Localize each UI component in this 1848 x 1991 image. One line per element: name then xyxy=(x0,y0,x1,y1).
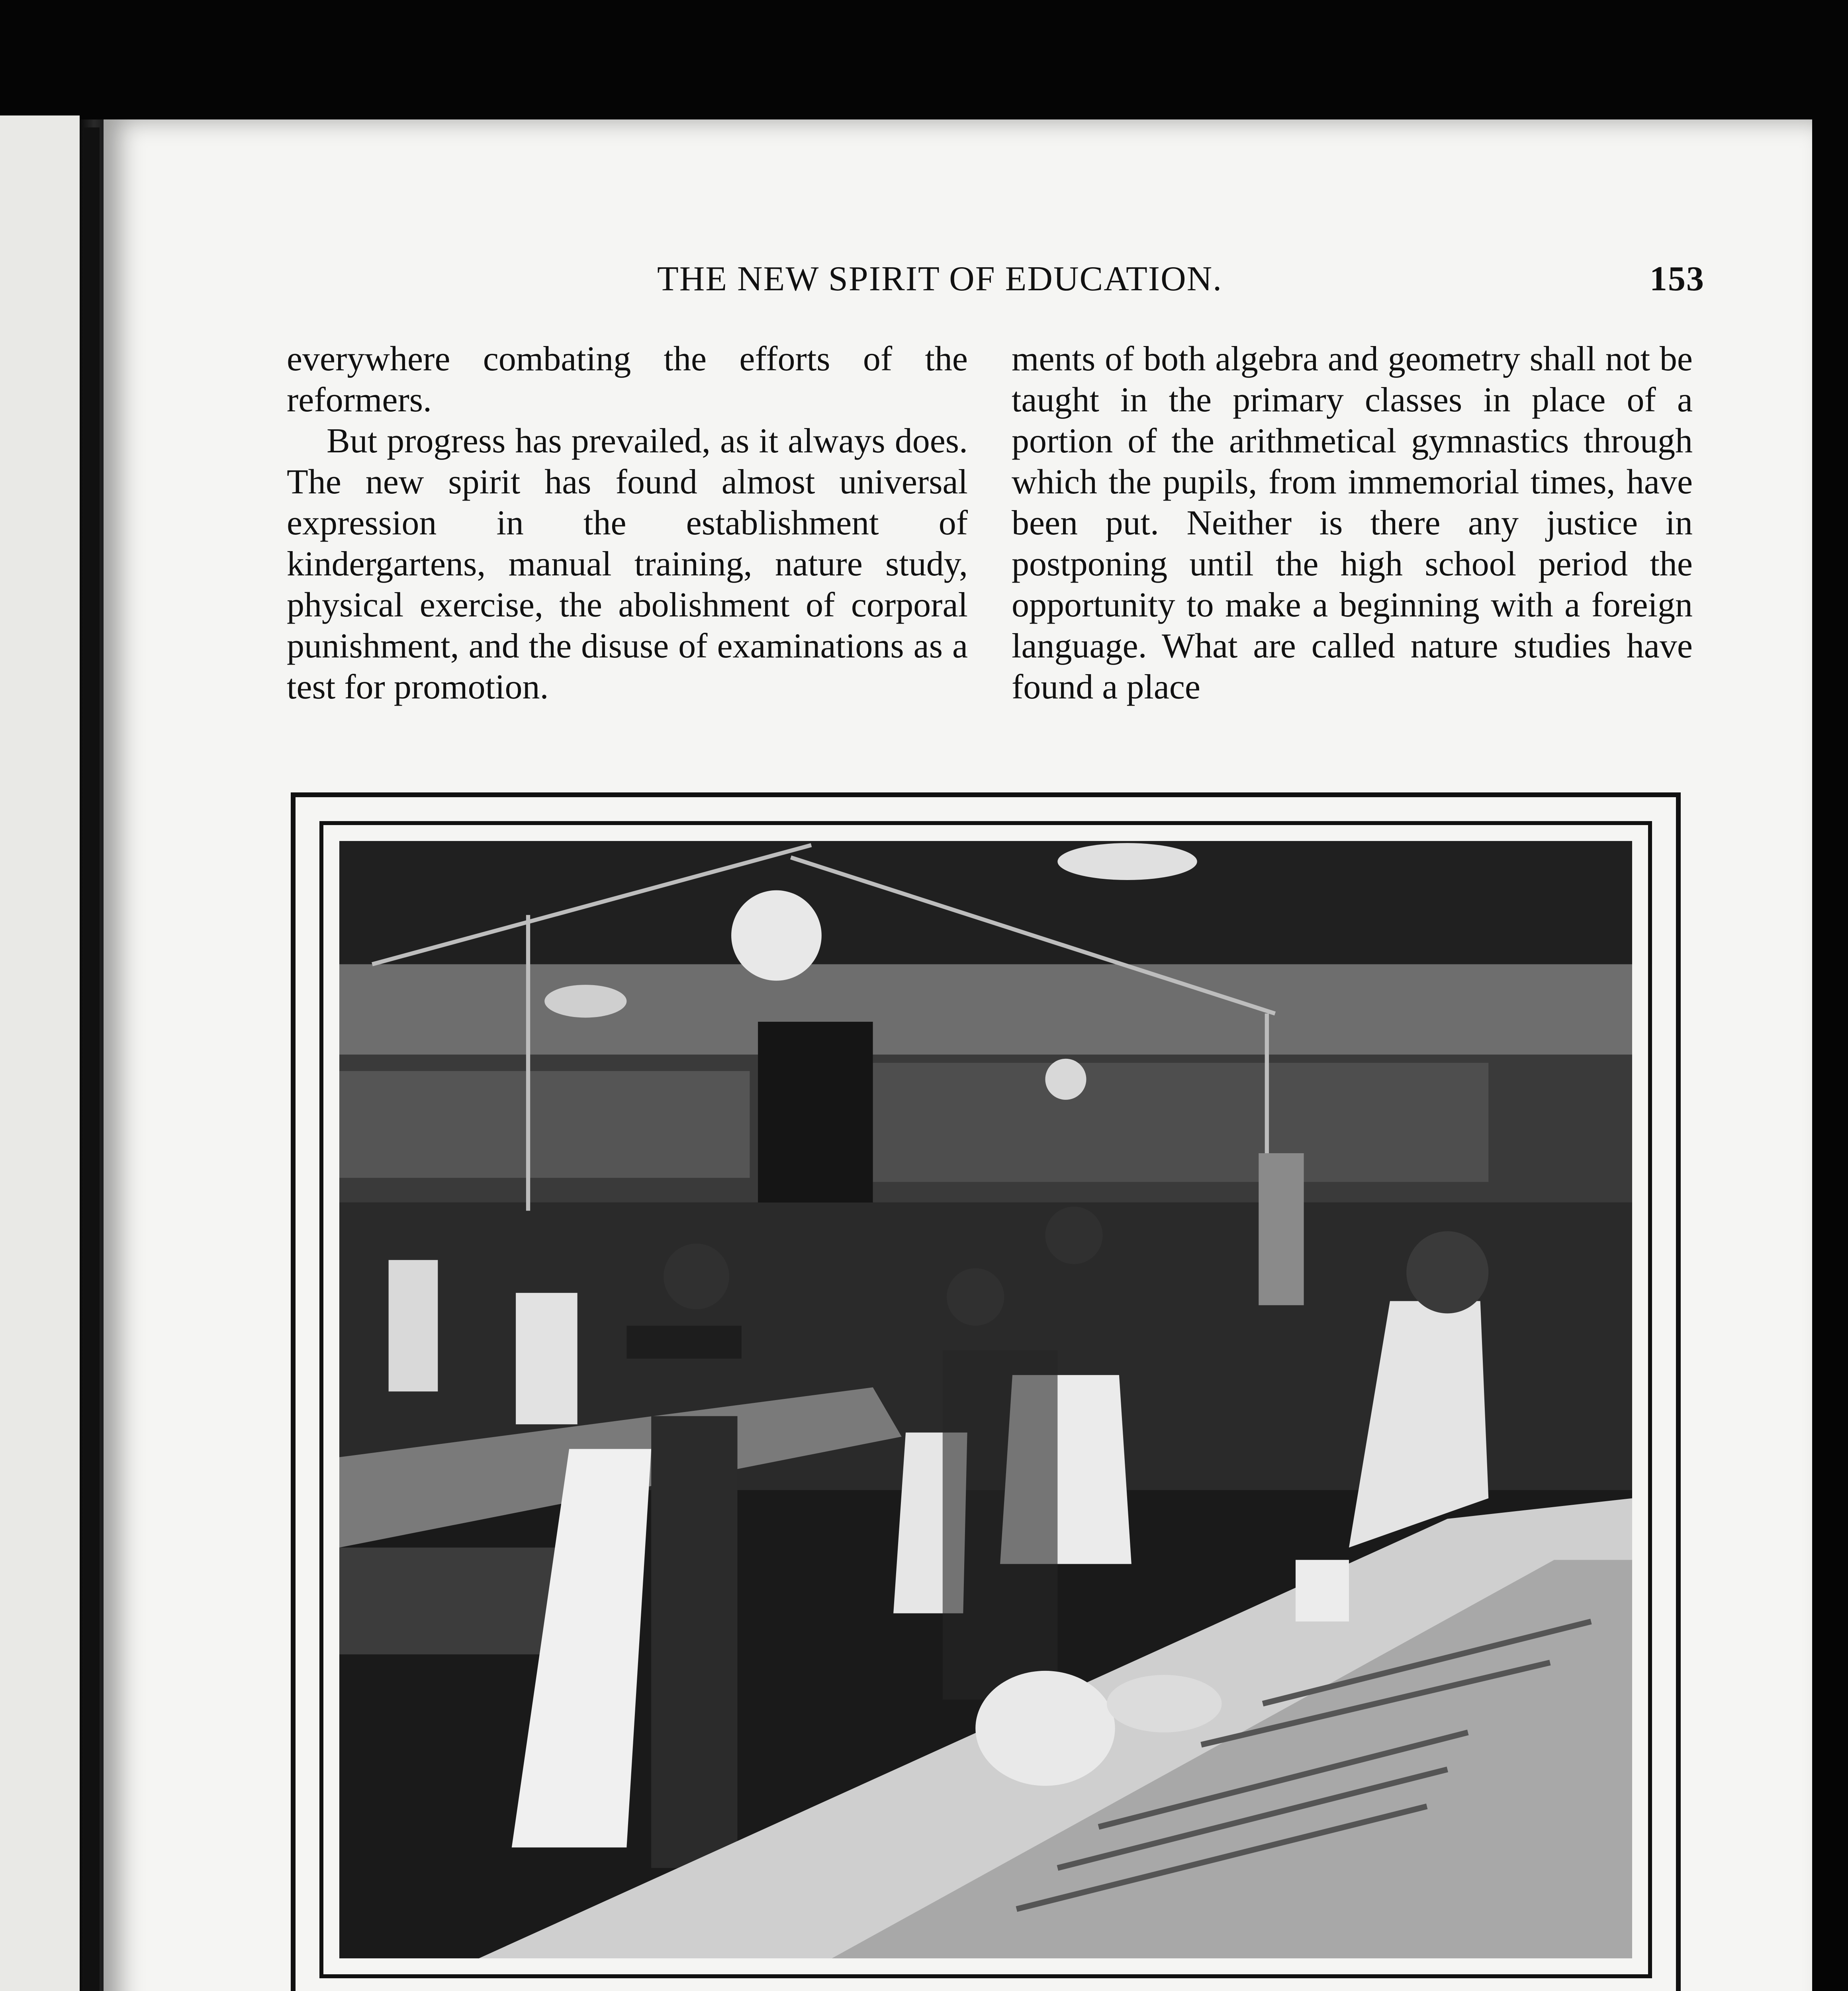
photograph-illustration xyxy=(339,841,1632,1958)
page-binding-edge xyxy=(84,127,100,1991)
paragraph: ments of both algebra and geometry shall not be taught in the primary classes in place of a portion of the arithmetical gymnastics through which the pupils, from immemorial times, have been put. Neither is there any justice in postponing until the high school period the opportunity to make a beginning with a foreign language. What are called nature studies have found a place xyxy=(1012,340,1693,706)
photo-frame xyxy=(291,792,1681,1991)
paragraph: But progress has prevailed, as it always does. The new spirit has found almost universal expression in the establishment of kindergartens, manual training, nature study, physical exercise, the abolishment of corporal punishment, and the disuse of examinations as a test for promotion. xyxy=(287,422,968,706)
running-title: THE NEW SPIRIT OF EDUCATION. xyxy=(657,260,1223,298)
cooking-class-photograph xyxy=(339,841,1632,1958)
left-page-edge xyxy=(0,115,80,1991)
page-header xyxy=(657,259,1705,303)
column-top-left xyxy=(287,338,968,708)
page-number: 153 xyxy=(1650,260,1705,298)
column-top-right xyxy=(1012,338,1693,708)
paragraph: everywhere combating the efforts of the reformers. xyxy=(287,340,968,419)
